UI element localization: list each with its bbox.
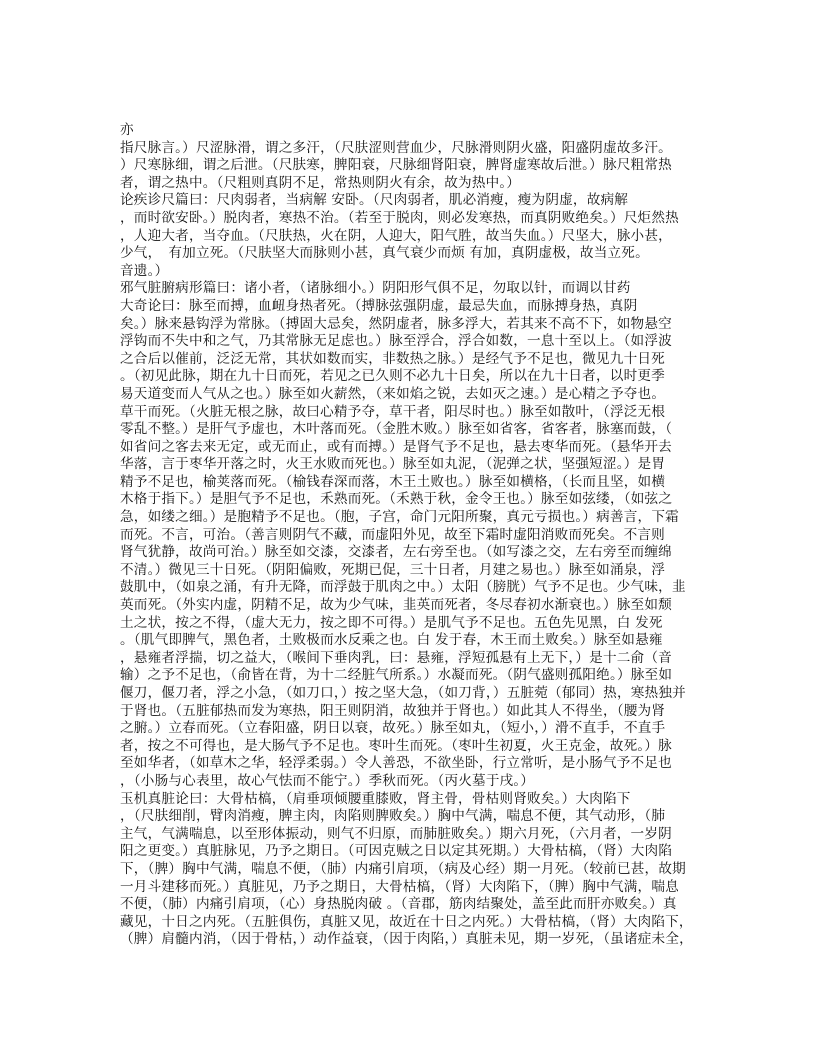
text-line: 英而死。（外实内虚，阴精不足，故为少气味，韭英而死者，冬尽春初水渐衰也。）脉至如颓	[120, 597, 672, 614]
text-line: 之腑。）立春而死。（立春阳盛，阴日以衰，故死。）脉至如丸，（短小，）滑不直手，不直手	[120, 720, 666, 737]
text-line: ，（小肠与心表里，故心气怯而不能宁。）季秋而死。（丙火墓于戌。）	[120, 772, 535, 789]
text-line: 不便，（肺）内痛引肩项，（心）身热脱肉破 。（音郡，筋肉结聚处，盖至此而肝亦败矣。）真	[120, 896, 677, 913]
text-line: （脾）肩髓内消，（因于骨枯，）动作益衰，（因于肉陷，）真脏未见，期一岁死，（虽诸症未全，	[120, 931, 693, 948]
text-line: 。（肌气即脾气，黑色者，土败极而水反乘之也。白 发于春，木王而土败矣。）脉至如悬雍	[120, 632, 663, 649]
text-line: 主气，气满喘息，以至形体振动，则气不归原，而肺脏败矣。）期六月死，（六月者，一岁阴	[120, 825, 672, 842]
text-line: 如省问之客去来无定，或无而止，或有而搏。）是肾气予不足也，悬去枣华而死。（悬华开去	[120, 438, 672, 455]
text-line: ）尺寒脉细，谓之后泄。（尺肤寒，脾阳衰，尺脉细肾阳衰，脾肾虚寒故后泄。）脉尺粗常热	[120, 157, 672, 174]
text-line: 音遗。）	[120, 262, 169, 279]
text-line: 指尺脉言。）尺涩脉滑，谓之多汗，（尺肤涩则营血少，尺脉滑则阴火盛，阳盛阴虚故多汗。	[120, 139, 672, 156]
text-line: 草干而死。（火脏无根之脉，故曰心精予夺，草干者，阳尽时也。）脉至如散叶，（浮泛无根	[120, 403, 666, 420]
text-line: 输）之予不足也，（俞皆在背，为十二经脏气所系。）水凝而死。（阴气盛则孤阳绝。）脉至如	[120, 667, 673, 684]
text-line: 藏见，十日之内死。（五脏俱伤，真脏又见，故近在十日之内死。）大骨枯槁，（肾）大肉陷下，	[120, 913, 693, 930]
text-line: ，悬雍者浮揣，切之益大，（喉间下垂肉乳，曰：悬雍，浮短孤悬有上无下，）是十二俞（音	[120, 649, 672, 666]
text-line: 急，如缕之细。）是胞精予不足也。（胞，子宫，命门元阳所聚，真元亏损也。）病善言，下霜	[120, 509, 679, 526]
text-line: 土之状，按之不得，（虚大无力，按之即不可得。）是肌气予不足也。五色先见黑，白 发死	[120, 614, 663, 631]
text-line: 者，按之不可得也，是大肠气予不足也。枣叶生而死。（枣叶生初夏，火王克金，故死。）脉	[120, 737, 672, 754]
document-page	[120, 122, 720, 949]
text-line: 。（初见此脉，期在九十日而死，若见之已久则不必九十日矣，所以在九十日者，以时更季	[120, 368, 665, 385]
text-line: 玉机真脏论曰：大骨枯槁，（肩垂项倾腰重膝败，肾主骨，骨枯则肾败矣。）大肉陷下	[120, 790, 631, 807]
text-line: 不清。）微见三十日死。（阴阳偏败，死期已促，三十日者，月建之易也。）脉至如涌泉，浮	[120, 561, 666, 578]
text-line: 浮钩而不失中和之气，乃其常脉无足虑也。）脉至浮合，浮合如数，一息十至以上。（如浮波	[120, 333, 672, 350]
text-line: 鼓肌中，（如泉之涌，有升无降，而浮鼓于肌肉之中。）太阳（膀胱）气予不足也。少气味，韭	[120, 579, 686, 596]
text-line: 阳之更变。）真脏脉见，乃予之期日。（可因克贼之日以定其死期。）大骨枯槁，（肾）大肉陷	[120, 843, 673, 860]
text-line: ，而时欲安卧。）脱肉者，寒热不治。（若至于脱肉，则必发寒热，而真阴败绝矣。）尺炬然热	[120, 209, 679, 226]
text-line: 大奇论曰：脉至而搏，血衄身热者死。（搏脉弦强阴虚，最忌失血，而脉搏身热，真阴	[120, 297, 638, 314]
text-line: 精予不足也，榆荚落而死。（榆钱春深而落，木王土败也。）脉至如横格，（长而且坚，如横	[120, 473, 666, 490]
text-line: 矣。）脉来悬钩浮为常脉。（搏固大忌矣，然阴虚者，脉多浮大，若其来不高不下，如物悬空	[120, 315, 672, 332]
text-line: 零乱不整。）是肝气予虚也，木叶落而死。（金胜木败。）脉至如省客，省客者，脉塞而鼓，（	[120, 421, 673, 438]
text-line: 之合后以催前，泛泛无常，其状如数而实，非数热之脉。）是经气予不足也，微见九十日死	[120, 350, 665, 367]
text-line: 而死。不言，可治。（善言则阴气不藏，而虚阳外见，故至下霜时虚阳消败而死矣。不言则	[120, 526, 665, 543]
text-line: ，（尺肤细削，臂肉消瘦，脾主肉，肉陷则脾败矣。）胸中气满，喘息不便，其气动形，（肺	[120, 808, 666, 825]
text-line: 论疾诊尺篇曰：尺肉弱者，当病解 安卧。（尺肉弱者，肌必消瘦，瘦为阴虚，故病解	[120, 192, 629, 209]
text-line: 一月斗建移而死。）真脏见，乃予之期日，大骨枯槁，（肾）大肉陷下，（脾）胸中气满，喘息	[120, 878, 679, 895]
text-line: 少气， 有加立死。（尺肤坚大而脉则小甚，真气衰少而烦 有加，真阴虚极，故当立死。	[120, 245, 649, 262]
text-line: 亦	[120, 122, 134, 138]
text-line: 至如华者，（如草木之华，轻浮柔弱。）令人善恐，不欲坐卧，行立常听，是小肠气予不足也	[120, 755, 672, 772]
text-line: 者，谓之热中。（尺粗则真阴不足，常热则阴火有余，故为热中。）	[120, 174, 521, 191]
text-line: 下，（脾）胸中气满，喘息不便，（肺）内痛引肩项，（病及心经）期一月死。（较前已甚，故期	[120, 860, 686, 877]
text-line: 邪气脏腑病形篇曰：诸小者，（诸脉细小。）阴阳形气俱不足，勿取以针，而调以甘药	[120, 280, 631, 297]
text-line: 肾气犹静，故尚可治。）脉至如交漆，交漆者，左右旁至也。（如写漆之交，左右旁至而缠绵	[120, 544, 672, 561]
text-line: 于肾也。（五脏郁热而发为寒热，阳王则阴消，故独并于肾也。）如此其人不得坐，（腰为肾	[120, 702, 666, 719]
text-line: 华落，言于枣华开落之时，火王水败而死也。）脉至如丸泥，（泥弹之状，坚强短涩。）是胃	[120, 456, 666, 473]
text-line: 木格于指下。）是胆气予不足也，禾熟而死。（禾熟于秋，金令王也。）脉至如弦缕，（如弦之	[120, 491, 673, 508]
text-line: 偃刀，偃刀者，浮之小急，（如刀口，）按之坚大急，（如刀背，）五脏菀（郁同）热，寒热独并	[120, 685, 686, 701]
text-line: ，人迎大者，当夺血。（尺肤热，火在阴，人迎大，阳气胜，故当失血。）尺坚大，脉小甚，	[120, 227, 672, 244]
text-line: 易天道变而人气从之也。）脉至如火薪然，（来如焰之锐，去如灭之速。）是心精之予夺也。	[120, 385, 666, 402]
